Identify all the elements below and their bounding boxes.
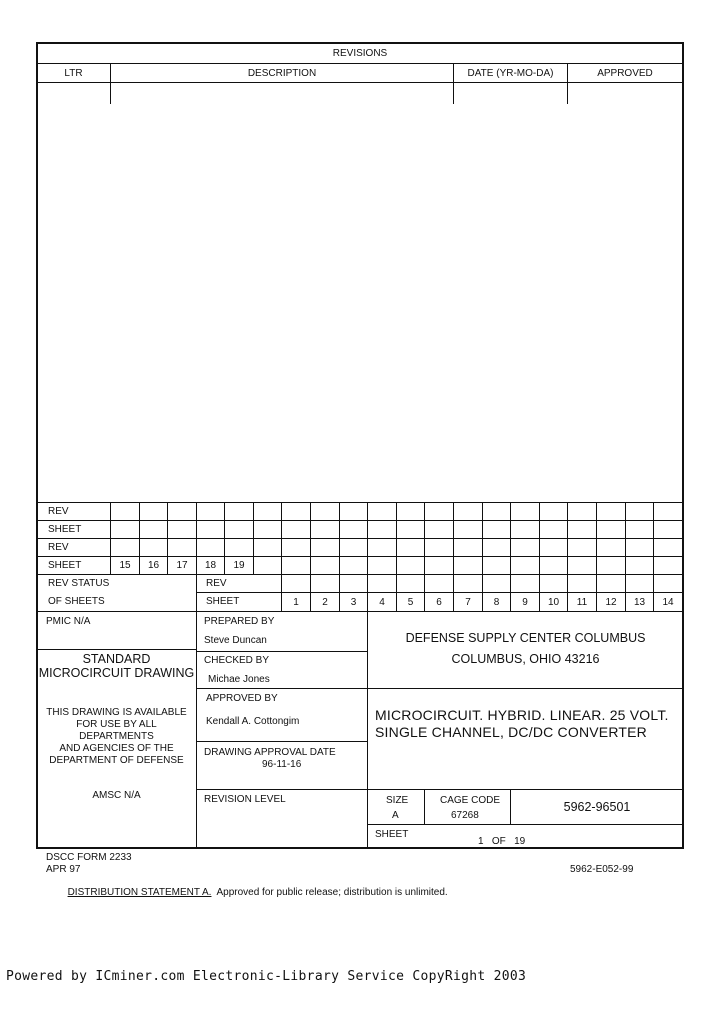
sheet-number: 2 <box>322 597 328 608</box>
availability-line4: AND AGENCIES OF THE <box>59 743 174 754</box>
approval-date: 96-11-16 <box>262 759 302 770</box>
availability-line5: DEPARTMENT OF DEFENSE <box>49 755 184 766</box>
sheet-number: 12 <box>605 597 617 608</box>
sheet-label-1: SHEET <box>48 524 82 535</box>
rev-label-3: REV <box>206 578 227 589</box>
revisions-title: REVISIONS <box>332 48 388 59</box>
part-number: 5962-96501 <box>563 800 631 814</box>
availability-line1: THIS DRAWING IS AVAILABLE <box>46 707 187 718</box>
agency-name: DEFENSE SUPPLY CENTER COLUMBUS <box>405 631 646 645</box>
sheet-number: 9 <box>522 597 528 608</box>
doc-number: 5962-E052-99 <box>570 864 634 875</box>
sheet-number: 14 <box>662 597 674 608</box>
sheet-number: 17 <box>176 560 188 571</box>
prepared-by-label: PREPARED BY <box>204 616 275 627</box>
form-number: DSCC FORM 2233 <box>46 852 132 863</box>
sheet-number: 13 <box>633 597 646 608</box>
distribution-text: Approved for public release; distribution is unlimited. <box>211 887 448 898</box>
approved-by-label: APPROVED BY <box>206 693 278 704</box>
sheet-number: 15 <box>119 560 131 571</box>
approved-header: APPROVED <box>597 68 653 79</box>
sheet-label-2: SHEET <box>48 560 82 571</box>
description-header: DESCRIPTION <box>247 68 317 79</box>
sheet-number: 10 <box>547 597 560 608</box>
ltr-header: LTR <box>64 68 83 79</box>
prepared-by-name: Steve Duncan <box>204 635 267 646</box>
standard-title-line2: MICROCIRCUIT DRAWING <box>38 666 195 680</box>
revision-level-label: REVISION LEVEL <box>204 794 286 805</box>
availability-line3: DEPARTMENTS <box>79 731 154 742</box>
size-label: SIZE <box>386 795 409 806</box>
sheet-number: 3 <box>350 597 357 608</box>
amsc: AMSC N/A <box>92 790 141 801</box>
rev-label-2: REV <box>48 542 69 553</box>
sheet-number: 5 <box>407 597 414 608</box>
of-sheets-label: OF SHEETS <box>48 596 105 607</box>
size-value: A <box>392 810 399 821</box>
sheet-number: 4 <box>379 597 385 608</box>
rev-label-1: REV <box>48 506 69 517</box>
sheet-number: 11 <box>576 597 588 608</box>
checked-by-label: CHECKED BY <box>204 655 270 666</box>
sheet-number: 1 <box>293 597 299 608</box>
approval-date-label: DRAWING APPROVAL DATE <box>204 747 336 758</box>
sheet-number: 16 <box>147 560 160 571</box>
agency-city: COLUMBUS, OHIO 43216 <box>451 652 600 666</box>
cage-code-value: 67268 <box>451 810 479 821</box>
checked-by-name: Michae Jones <box>208 674 270 685</box>
sheet-number: 7 <box>465 597 471 608</box>
availability-line2: FOR USE BY ALL <box>76 719 157 730</box>
rev-status-label: REV STATUS <box>48 578 110 589</box>
sheet-number: 8 <box>493 597 500 608</box>
sheet-number: 18 <box>204 560 217 571</box>
form-date: APR 97 <box>46 864 81 875</box>
distribution-label: DISTRIBUTION STATEMENT A. <box>67 887 212 898</box>
pmic: PMIC N/A <box>46 616 91 627</box>
approved-by-name: Kendall A. Cottongim <box>206 716 300 727</box>
sheet-label-3: SHEET <box>206 596 240 607</box>
cage-code-label: CAGE CODE <box>440 795 501 806</box>
sheet-number: 6 <box>436 597 442 608</box>
sheet-number: 19 <box>233 560 245 571</box>
date-header: DATE (YR-MO-DA) <box>467 68 554 79</box>
device-title-line2: SINGLE CHANNEL, DC/DC CONVERTER <box>375 724 647 740</box>
sheet-label: SHEET <box>375 829 409 840</box>
distribution-statement <box>62 876 448 898</box>
device-title-line1: MICROCIRCUIT. HYBRID. LINEAR. 25 VOLT. <box>375 707 669 723</box>
standard-title-line1: STANDARD <box>82 652 151 666</box>
watermark: Powered by ICminer.com Electronic-Library Service CopyRight 2003 <box>6 969 527 984</box>
sheet-of: 1 OF 19 <box>478 836 526 847</box>
